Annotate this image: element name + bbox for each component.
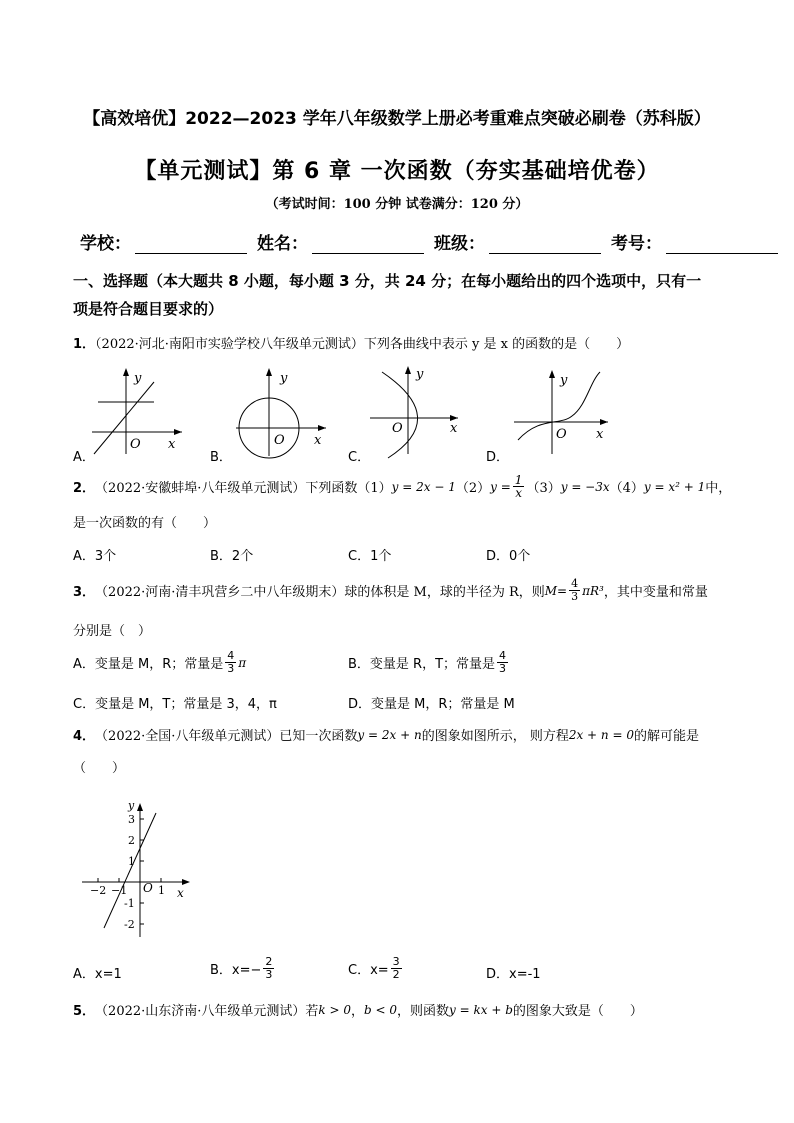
graph-b-origin: O (274, 433, 285, 448)
question-2-number: 2． (73, 481, 96, 496)
series-title: 【高效培优】2022—2023 学年八年级数学上册必考重难点突破必刷卷（苏科版） (83, 109, 711, 129)
q3-option-b-fraction (497, 650, 508, 675)
q3-formula-denominator: 3 (571, 590, 579, 603)
q4-text-after: 的解可能是 (633, 729, 699, 744)
question-5 (73, 1000, 643, 1019)
q3-option-c[interactable]: C．变量是 M，T；常量是 3，4，π (73, 697, 277, 712)
q5-text-after: 的图象大致是（ ） (512, 1004, 643, 1019)
school-field[interactable] (80, 229, 247, 254)
q4-graph-x-label: x (177, 886, 184, 900)
question-1 (73, 333, 629, 352)
q3-option-a-text: A．变量是 M，R；常量是 (73, 657, 224, 672)
q4-option-c-text: C．x= (348, 963, 389, 978)
section-heading-line2: 项是符合题目要求的） (73, 300, 224, 318)
graph-a-y-label: y (134, 371, 142, 386)
q4-graph-ytick-neg1: -1 (124, 897, 135, 910)
question-4-line2: （ ） (73, 761, 126, 776)
q2-function-3: y = −3x (560, 479, 610, 494)
q1-option-c[interactable]: C． (348, 450, 371, 465)
q3-option-a-fraction (225, 650, 236, 675)
question-5-number: 5． (73, 1004, 96, 1019)
q2-option-c[interactable]: C．1个 (348, 549, 392, 564)
q4-graph-ytick-2: 2 (128, 834, 135, 847)
q3-option-b[interactable] (348, 650, 510, 675)
graph-c-y-label: y (416, 367, 424, 382)
q4-graph-y-label: y (128, 799, 135, 812)
q2-option-a[interactable]: A．3个 (73, 549, 117, 564)
q2-label-2: （2） (455, 481, 491, 496)
question-1-number: 1． (73, 337, 96, 352)
q4-option-c-denominator: 2 (392, 968, 400, 981)
q4-option-d[interactable]: D．x=-1 (486, 967, 541, 982)
q4-graph-xtick-neg2: −2 (90, 884, 107, 897)
graph-b-y-label: y (280, 371, 288, 386)
name-blank[interactable] (312, 235, 424, 254)
exam-number-field[interactable] (611, 229, 778, 254)
q3-formula-numerator: 4 (571, 577, 579, 590)
q3-formula-rhs: πR³ (582, 583, 604, 598)
q2-option-b[interactable]: B．2个 (210, 549, 254, 564)
q3-option-b-denominator: 3 (499, 662, 507, 675)
q4-option-c[interactable] (348, 956, 404, 981)
q2-label-4: （4） (609, 481, 644, 496)
q5-text-mid: ，则函数 (397, 1004, 450, 1019)
section-heading-line1: 一、选择题（本大题共 8 小题，每小题 3 分，共 24 分；在每小题给出的四个选项中，只有一 (73, 272, 702, 290)
graph-c-x-label: x (450, 421, 458, 436)
q2-text-after: 中， (705, 481, 732, 496)
q3-option-b-numerator: 4 (499, 649, 507, 662)
school-label: 学校： (80, 234, 131, 254)
exam-number-label: 考号： (611, 234, 662, 254)
q4-option-b-fraction (263, 956, 274, 981)
q3-formula-lhs: M= (544, 583, 568, 598)
q3-option-a-pi: π (238, 655, 247, 670)
school-blank[interactable] (135, 235, 247, 254)
q4-graph-origin: O (143, 881, 153, 895)
graph-b (236, 368, 326, 458)
q4-graph (76, 795, 196, 940)
graph-c (370, 366, 458, 458)
q3-option-a-numerator: 4 (227, 649, 235, 662)
q2-option-d[interactable]: D．0个 (486, 549, 531, 564)
graph-c-origin: O (392, 421, 403, 436)
exam-number-blank[interactable] (666, 235, 778, 254)
question-2-text: （2022·安徽蚌埠·八年级单元测试）下列函数（1） (95, 481, 392, 496)
question-2 (73, 474, 731, 499)
q2-function-4: y = x² + 1 (643, 479, 706, 494)
q4-graph-xtick-1: 1 (158, 884, 165, 897)
q4-option-b-text: B．x=− (210, 963, 262, 978)
name-field[interactable] (257, 229, 424, 254)
q2-label-3: （3） (526, 481, 561, 496)
q2-function-2-lhs: y = (490, 479, 511, 494)
q1-option-b[interactable]: B． (210, 450, 232, 465)
q3-option-a-denominator: 3 (227, 662, 235, 675)
q3-formula-fraction (569, 578, 580, 603)
question-5-text: （2022·山东济南·八年级单元测试）若 (95, 1004, 319, 1019)
graph-d-x-label: x (596, 427, 604, 442)
q5-condition-k: k > 0 (318, 1002, 351, 1017)
question-3-line2: 分别是（ ） (73, 624, 152, 639)
class-label: 班级： (434, 234, 485, 254)
q2-f2-numerator: 1 (514, 473, 523, 487)
q3-text-after: ，其中变量和常量 (603, 585, 708, 600)
question-4-text: （2022·全国·八年级单元测试）已知一次函数 (95, 729, 358, 744)
q4-text-mid: 的图象如图所示， 则方程 (421, 729, 569, 744)
question-1-text: （2022·河北·南阳市实验学校八年级单元测试）下列各曲线中表示 y 是 x 的函数的是（ ） (95, 337, 630, 352)
q4-option-a[interactable]: A．x=1 (73, 967, 122, 982)
question-3-text: （2022·河南·清丰巩营乡二中八年级期末）球的体积是 M，球的半径为 R，则 (95, 585, 545, 600)
q4-graph-ytick-neg2: -2 (124, 918, 135, 931)
exam-info: （考试时间：100 分钟 试卷满分：120 分） (265, 197, 529, 212)
page-title: 【单元测试】第 6 章 一次函数（夯实基础培优卷） (134, 159, 660, 184)
q4-option-b[interactable] (210, 956, 276, 981)
q5-function: y = kx + b (449, 1002, 513, 1017)
q5-separator: ， (351, 1004, 365, 1019)
question-2-line2: 是一次函数的有（ ） (73, 516, 217, 531)
graph-a-origin: O (130, 437, 141, 452)
q3-option-a[interactable] (73, 650, 246, 675)
question-3 (73, 578, 708, 603)
q3-option-d[interactable]: D．变量是 M，R；常量是 M (348, 697, 515, 712)
name-label: 姓名： (257, 234, 308, 254)
graph-d-y-label: y (560, 373, 568, 388)
graph-a (92, 368, 182, 454)
question-4-number: 4． (73, 729, 96, 744)
graph-a-x-label: x (168, 437, 176, 452)
class-blank[interactable] (489, 235, 601, 254)
q4-graph-xtick-neg1: −1 (111, 884, 128, 897)
student-info-fields (80, 229, 788, 254)
q2-function-2-fraction (513, 474, 525, 499)
q2-function-1: y = 2x − 1 (391, 479, 456, 494)
q4-graph-ytick-3: 3 (128, 813, 135, 826)
q4-option-c-numerator: 3 (392, 955, 400, 968)
graph-d-origin: O (556, 427, 567, 442)
q4-option-c-fraction (391, 956, 402, 981)
class-field[interactable] (434, 229, 601, 254)
q3-option-b-text: B．变量是 R，T；常量是 (348, 657, 496, 672)
q4-function: y = 2x + n (357, 727, 422, 742)
q4-option-b-numerator: 2 (265, 955, 273, 968)
q1-option-a[interactable]: A． (73, 450, 95, 465)
graph-d (514, 370, 608, 454)
question-4 (73, 725, 699, 744)
q2-f2-denominator: x (515, 486, 522, 500)
graph-b-x-label: x (314, 433, 322, 448)
q4-graph-ytick-1: 1 (128, 855, 135, 868)
q4-option-b-denominator: 3 (265, 968, 273, 981)
q4-equation: 2x + n = 0 (568, 727, 634, 742)
question-3-number: 3． (73, 585, 96, 600)
q1-option-d[interactable]: D． (486, 450, 510, 465)
q5-condition-b: b < 0 (364, 1002, 398, 1017)
